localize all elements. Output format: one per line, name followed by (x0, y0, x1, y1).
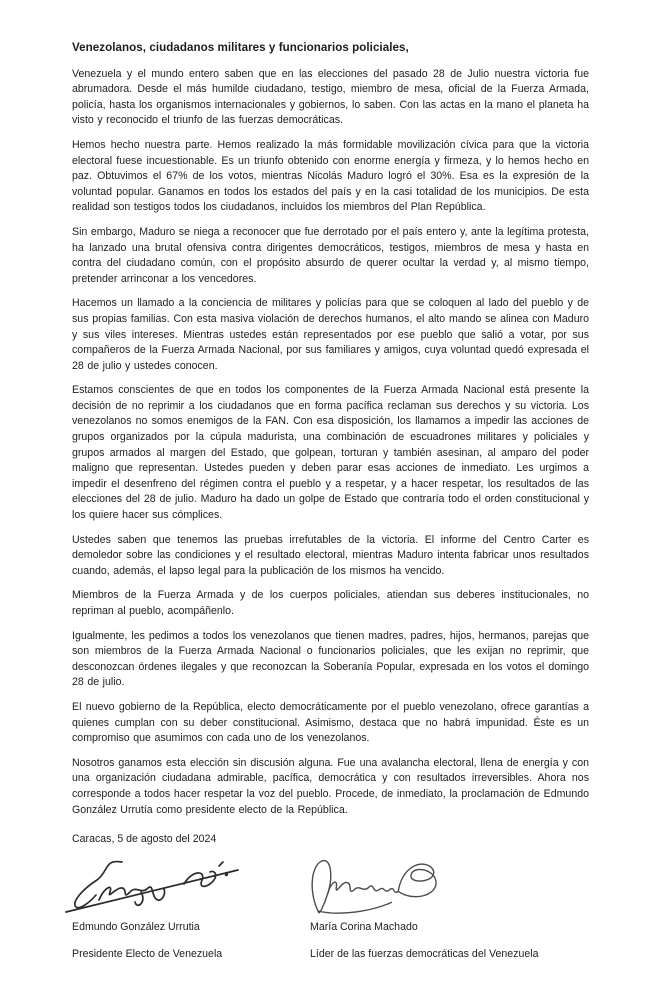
body-paragraph-1: Venezuela y el mundo entero saben que en las elecciones del pasado 28 de Julio nuestra victoria fue abrumadora. Desde el más humilde ciudadano, testigo, miembro de mesa, oficial de la Fuerza Armada, policía, hasta los organismos internacionales y gobiernos, lo saben. Con las actas en la mano el planeta ha visto y reconocido el triunfo de las fuerzas democráticas. (72, 67, 589, 127)
signatory-role-left: Presidente Electo de Venezuela (72, 948, 223, 961)
body-paragraph-3: Sin embargo, Maduro se niega a reconocer que fue derrotado por el país entero y, ante la legítima protesta, ha lanzado una brutal ofensiva contra dirigentes democráticos, testigos, miembros de mesa y hasta en contra del ciudadano común, con el propósito absurdo de querer ocultar la verdad y, al mismo tiempo, pretender arrinconar a los vencedores. (72, 225, 589, 285)
body-paragraph-2: Hemos hecho nuestra parte. Hemos realizado la más formidable movilización cívica para que la victoria electoral fuese incuestionable. Es un triunfo obtenido con enorme energía y firmeza, y lo hemos hecho en paz. Obtuvimos el 67% de los votos, mientras Nicolás Maduro logró el 30%. Esa es la expresión de la voluntad popular. Ganamos en todos los estados del país y en la casi totalidad de los municipios. De esta realidad son testigos todos los ciudadanos, incluidos los miembros del Plan República. (72, 138, 589, 214)
body-paragraph-8: Igualmente, les pedimos a todos los venezolanos que tienen madres, padres, hijos, hermanos, parejas que son miembros de la Fuerza Armada Nacional o funcionarios policiales, que les exijan no reprimir, que desconozcan órdenes ilegales y que reconozcan la Soberanía Popular, expresada en los votos el domingo 28 de julio. (72, 629, 589, 689)
signatory-left (72, 856, 310, 963)
body-paragraph-10: Nosotros ganamos esta elección sin discusión alguna. Fue una avalancha electoral, llena de energía y con una organización ciudadana admirable, pacífica, democrática y con resultados irreversibles. Ahora nos corresponde a todos hacer respetar la voz del pueblo. Procede, de inmediato, la proclamación de Edmundo González Urrutía como presidente electo de la República. (72, 756, 589, 816)
signatory-right (310, 856, 589, 963)
signatory-role-right: Líder de las fuerzas democráticas del Venezuela (310, 948, 539, 961)
maria-corina-machado-signature-icon (298, 856, 458, 918)
signatory-name-left: Edmundo González Urrutia (72, 920, 200, 933)
body-paragraph-5: Estamos conscientes de que en todos los componentes de la Fuerza Armada Nacional está presente la decisión de no reprimir a los ciudadanos que en forma pacífica reclaman sus derechos y su victoria. Los venezolanos no somos enemigos de la FAN. Con esa disposición, los llamamos a impedir las acciones de grupos organizados por la cúpula madurista, una combinación de escuadrones militares y policiales y grupos armados al margen del Estado, que golpean, torturan y también asesinan, al amparo del poder maligno que representan. Ustedes pueden y deben parar esas acciones de inmediato. Les urgimos a impedir el desenfreno del régimen contra el pueblo y a respetar, y a hacer respetar, los resultados de las elecciones del 28 de julio. Maduro ha dado un golpe de Estado que contraría todo el orden constitucional y los quiere hacer sus cómplices. (72, 384, 589, 522)
dateline: Caracas, 5 de agosto del 2024 (72, 833, 217, 846)
signatory-name-right: María Corina Machado (310, 920, 418, 933)
edmundo-gonzalez-signature-icon (62, 856, 247, 918)
letter-salutation: Venezolanos, ciudadanos militares y funcionarios policiales, (72, 41, 409, 54)
body-paragraph-9: El nuevo gobierno de la República, electo democráticamente por el pueblo venezolano, ofrece garantías a quienes cumplan con su deber constitucional. Asimismo, destaca que no habrá impunidad. Éste es un compromiso que asumimos con cada uno de los venezolanos. (72, 700, 589, 745)
signature-block (72, 856, 589, 963)
body-paragraph-4: Hacemos un llamado a la conciencia de militares y policías para que se coloquen al lado del pueblo y de sus propias familias. Con esta masiva violación de derechos humanos, el alto mando se alinea con Maduro y sus viles intereses. Mientras ustedes están representados por ese pueblo que salió a votar, por sus compañeros de la Fuerza Armada Nacional, por sus familiares y amigos, cuya voluntad quedó expresada el 28 de julio y ustedes conocen. (72, 297, 589, 372)
body-paragraph-6: Ustedes saben que tenemos las pruebas irrefutables de la victoria. El informe del Centro Carter es demoledor sobre las condiciones y el resultado electoral, mientras Maduro intenta fabricar unos resultados cuando, además, el lapso legal para la publicación de los mismos ha vencido. (72, 533, 589, 577)
body-paragraph-7: Miembros de la Fuerza Armada y de los cuerpos policiales, atiendan sus deberes institucionales, no repriman al pueblo, acompáñenlo. (72, 589, 589, 617)
